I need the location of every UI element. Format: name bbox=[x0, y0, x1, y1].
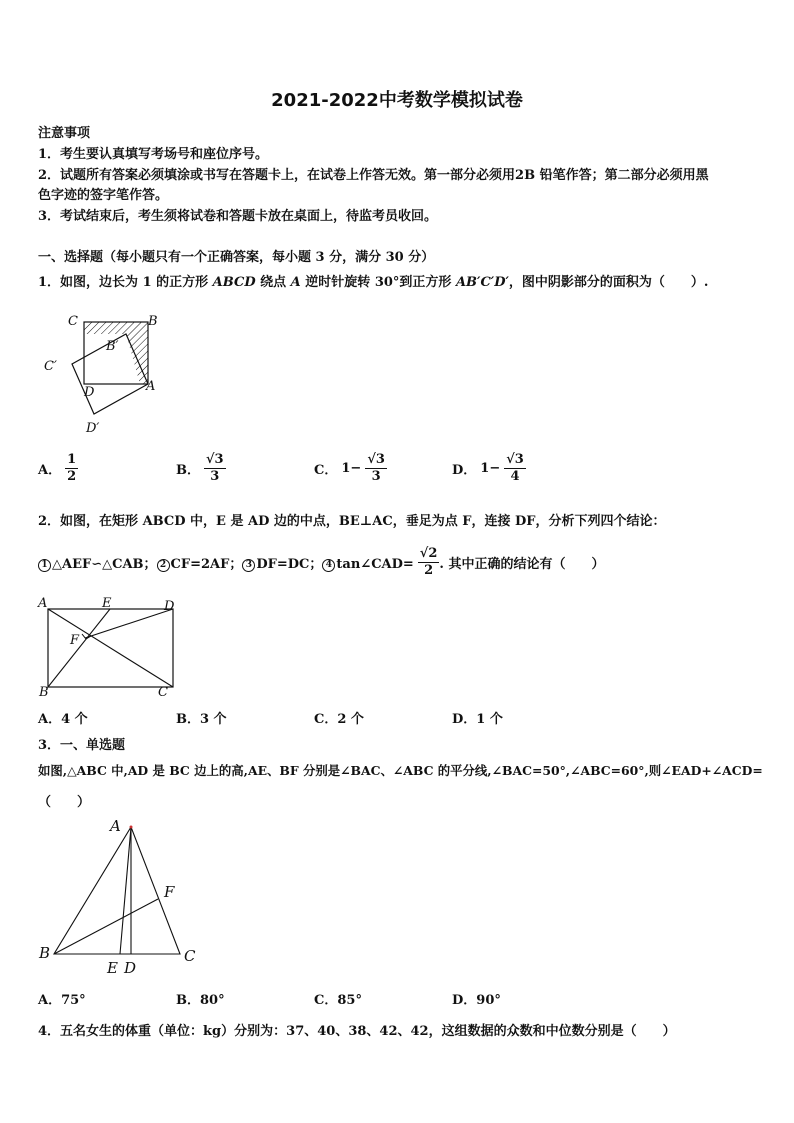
q2-label-C: C bbox=[158, 685, 168, 700]
q1-label-B: B bbox=[148, 314, 158, 329]
q2-option-a[interactable]: A．4 个 bbox=[38, 712, 88, 727]
page-title: 2021-2022中考数学模拟试卷 bbox=[271, 90, 523, 111]
q1-label-D: D bbox=[84, 385, 95, 400]
q2-option-d[interactable]: D．1 个 bbox=[452, 712, 503, 727]
q2-circle-1: 1 bbox=[38, 559, 51, 572]
q4-stem: 4．五名女生的体重（单位：kg）分别为：37、40、38、42、42，这组数据的众数和中位数分别是（ ） bbox=[38, 1024, 676, 1039]
q2-label-A: A bbox=[38, 596, 48, 611]
q3-stem-blank: （ ） bbox=[38, 795, 91, 810]
q2-stem: 2．如图，在矩形 ABCD 中，E 是 AD 边的中点，BE⊥AC，垂足为点 F，连接 DF，分析下列四个结论： bbox=[38, 514, 666, 529]
q3-label-C: C bbox=[184, 947, 196, 965]
q3-label-B: B bbox=[39, 944, 51, 962]
q1-label-Bp: B′ bbox=[106, 339, 119, 354]
q3-label-D: D bbox=[124, 959, 137, 977]
q1-option-d[interactable]: D． 1− $\frac{√3}{4}$ bbox=[452, 452, 524, 484]
q2-option-c[interactable]: C．2 个 bbox=[314, 712, 364, 727]
notice-item-2-cont: 色字迹的签字笔作答。 bbox=[38, 188, 169, 203]
q2-option-b[interactable]: B．3 个 bbox=[176, 712, 227, 727]
q2-label-D: D bbox=[164, 599, 175, 614]
q2-label-E: E bbox=[102, 596, 112, 611]
q1-option-a[interactable]: A． $\frac{1}{2}$ bbox=[38, 452, 77, 484]
q3-heading: 3．一、单选题 bbox=[38, 738, 126, 753]
notice-item-3: 3．考试结束后，考生须将试卷和答题卡放在桌面上，待监考员收回。 bbox=[38, 209, 438, 224]
q1-option-c[interactable]: C． 1− $\frac{√3}{3}$ bbox=[314, 452, 385, 484]
notice-heading: 注意事项 bbox=[38, 126, 91, 141]
notice-item-2: 2．试题所有答案必须填涂或书写在答题卡上，在试卷上作答无效。第一部分必须用2B 铅笔作答；第二部分必须用黑 bbox=[38, 168, 709, 183]
q3-figure bbox=[38, 815, 208, 980]
q3-label-A: A bbox=[110, 817, 121, 835]
q1-option-b[interactable]: B． $\frac{√3}{3}$ bbox=[176, 452, 224, 484]
q2-conclusions: 1 △AEF∽△CAB； 2 CF=2AF； 3 DF=DC； 4 tan∠CAD= $\frac{√2}{2}$ . 其中正确的结论有（ ） bbox=[38, 546, 604, 579]
q1-label-C: C bbox=[68, 314, 78, 329]
q2-circle-3: 3 bbox=[242, 559, 255, 572]
q2-figure bbox=[38, 596, 183, 700]
q3-option-c[interactable]: C．85° bbox=[314, 993, 362, 1008]
q3-option-d[interactable]: D．90° bbox=[452, 993, 501, 1008]
q1-label-A: A bbox=[146, 379, 156, 394]
q2-label-F: F bbox=[70, 633, 80, 648]
q3-label-F: F bbox=[164, 883, 175, 901]
q1-stem: 1．如图，边长为 1 的正方形 ABCD 绕点 A 逆时针旋转 30°到正方形 AB′C′D′，图中阴影部分的面积为（ ）. bbox=[38, 275, 709, 290]
notice-item-1: 1．考生要认真填写考场号和座位序号。 bbox=[38, 147, 269, 162]
q2-circle-2: 2 bbox=[157, 559, 170, 572]
q1-label-Dp: D′ bbox=[86, 421, 100, 436]
q3-label-E: E bbox=[107, 959, 118, 977]
q1-label-Cp: C′ bbox=[44, 359, 57, 374]
q1-figure bbox=[40, 310, 170, 435]
q3-option-a[interactable]: A．75° bbox=[38, 993, 86, 1008]
q2-label-B: B bbox=[39, 685, 49, 700]
q2-circle-4: 4 bbox=[322, 559, 335, 572]
q3-option-b[interactable]: B．80° bbox=[176, 993, 225, 1008]
q3-stem: 如图,△ABC 中,AD 是 BC 边上的高,AE、BF 分别是∠BAC、∠ABC 的平分线,∠BAC=50°,∠ABC=60°,则∠EAD+∠ACD= bbox=[38, 763, 763, 778]
section-heading: 一、选择题（每小题只有一个正确答案，每小题 3 分，满分 30 分） bbox=[38, 250, 435, 265]
